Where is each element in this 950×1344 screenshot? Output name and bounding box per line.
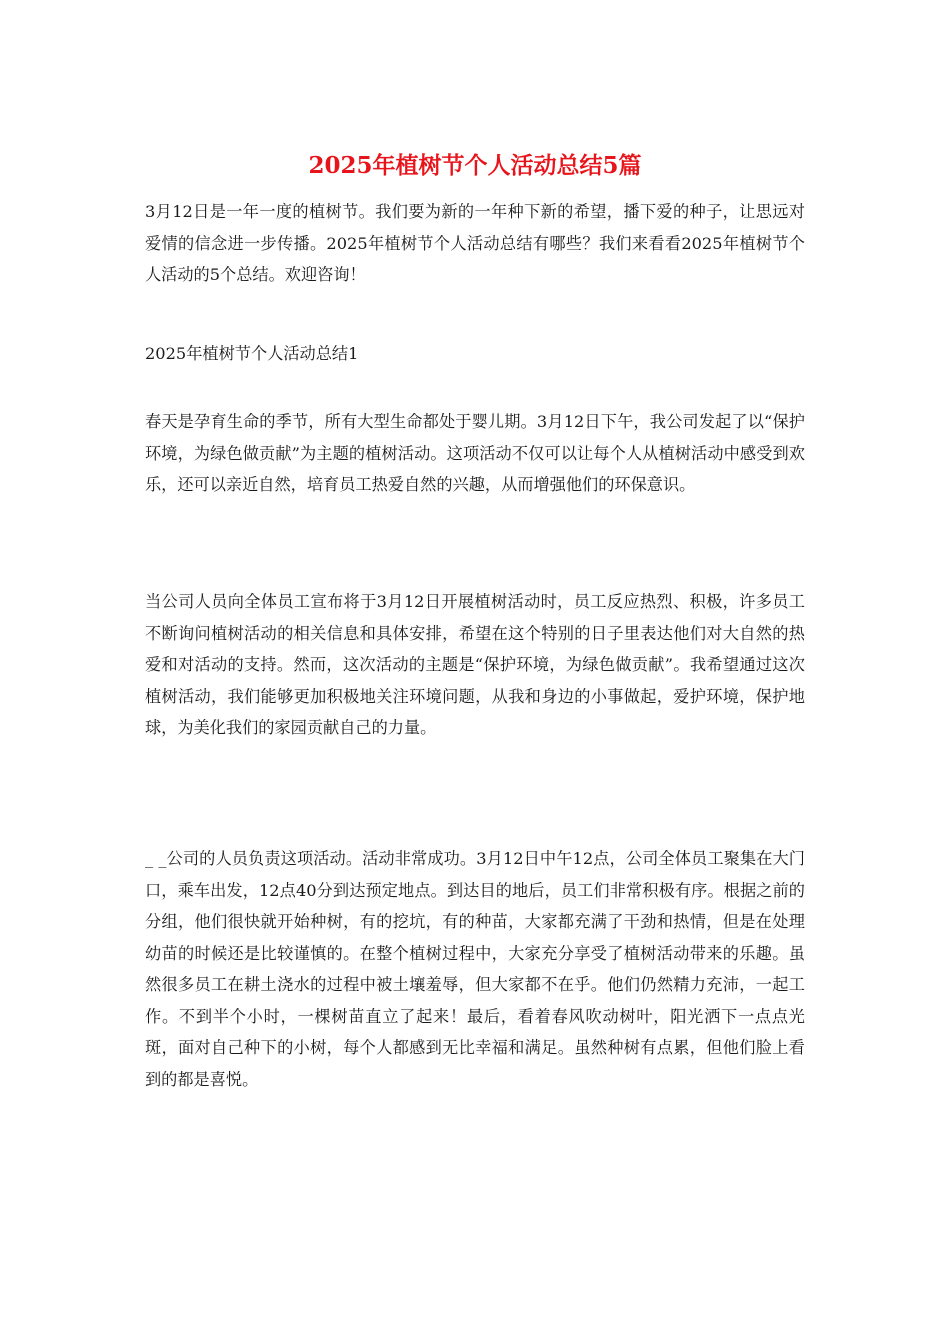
- intro-paragraph: 3月12日是一年一度的植树节。我们要为新的一年种下新的希望，播下爱的种子，让思远对爱情的信念进一步传播。2025年植树节个人活动总结有哪些？我们来看看2025年植树节个人活动的5个总结。欢迎咨询！: [145, 202, 805, 284]
- section-heading: 2025年植树节个人活动总结1: [145, 344, 359, 363]
- document-title: 2025年植树节个人活动总结5篇: [308, 152, 642, 179]
- body-paragraph: 春天是孕育生命的季节，所有大型生命都处于婴儿期。3月12日下午，我公司发起了以“保护环境，为绿色做贡献”为主题的植树活动。这项活动不仅可以让每个人从植树活动中感受到欢乐，还可以亲近自然，培育员工热爱自然的兴趣，从而增强他们的环保意识。: [145, 412, 805, 494]
- body-paragraph: _ _公司的人员负责这项活动。活动非常成功。3月12日中午12点，公司全体员工聚集在大门口，乘车出发，12点40分到达预定地点。到达目的地后，员工们非常积极有序。根据之前的分组，他们很快就开始种树，有的挖坑，有的种苗，大家都充满了干劲和热情，但是在处理幼苗的时候还是比较谨慎的。在整个植树过程中，大家充分享受了植树活动带来的乐趣。虽然很多员工在耕土浇水的过程中被土壤羞辱，但大家都不在乎。他们仍然精力充沛，一起工作。不到半个小时，一棵树苗直立了起来！最后，看着春风吹动树叶，阳光洒下一点点光斑，面对自己种下的小树，每个人都感到无比幸福和满足。虽然种树有点累，但他们脸上看到的都是喜悦。: [145, 849, 805, 1089]
- body-paragraph: 当公司人员向全体员工宣布将于3月12日开展植树活动时，员工反应热烈、积极，许多员工不断询问植树活动的相关信息和具体安排，希望在这个特别的日子里表达他们对大自然的热爱和对活动的支持。然而，这次活动的主题是“保护环境，为绿色做贡献”。我希望通过这次植树活动，我们能够更加积极地关注环境问题，从我和身边的小事做起，爱护环境，保护地球，为美化我们的家园贡献自己的力量。: [145, 592, 805, 737]
